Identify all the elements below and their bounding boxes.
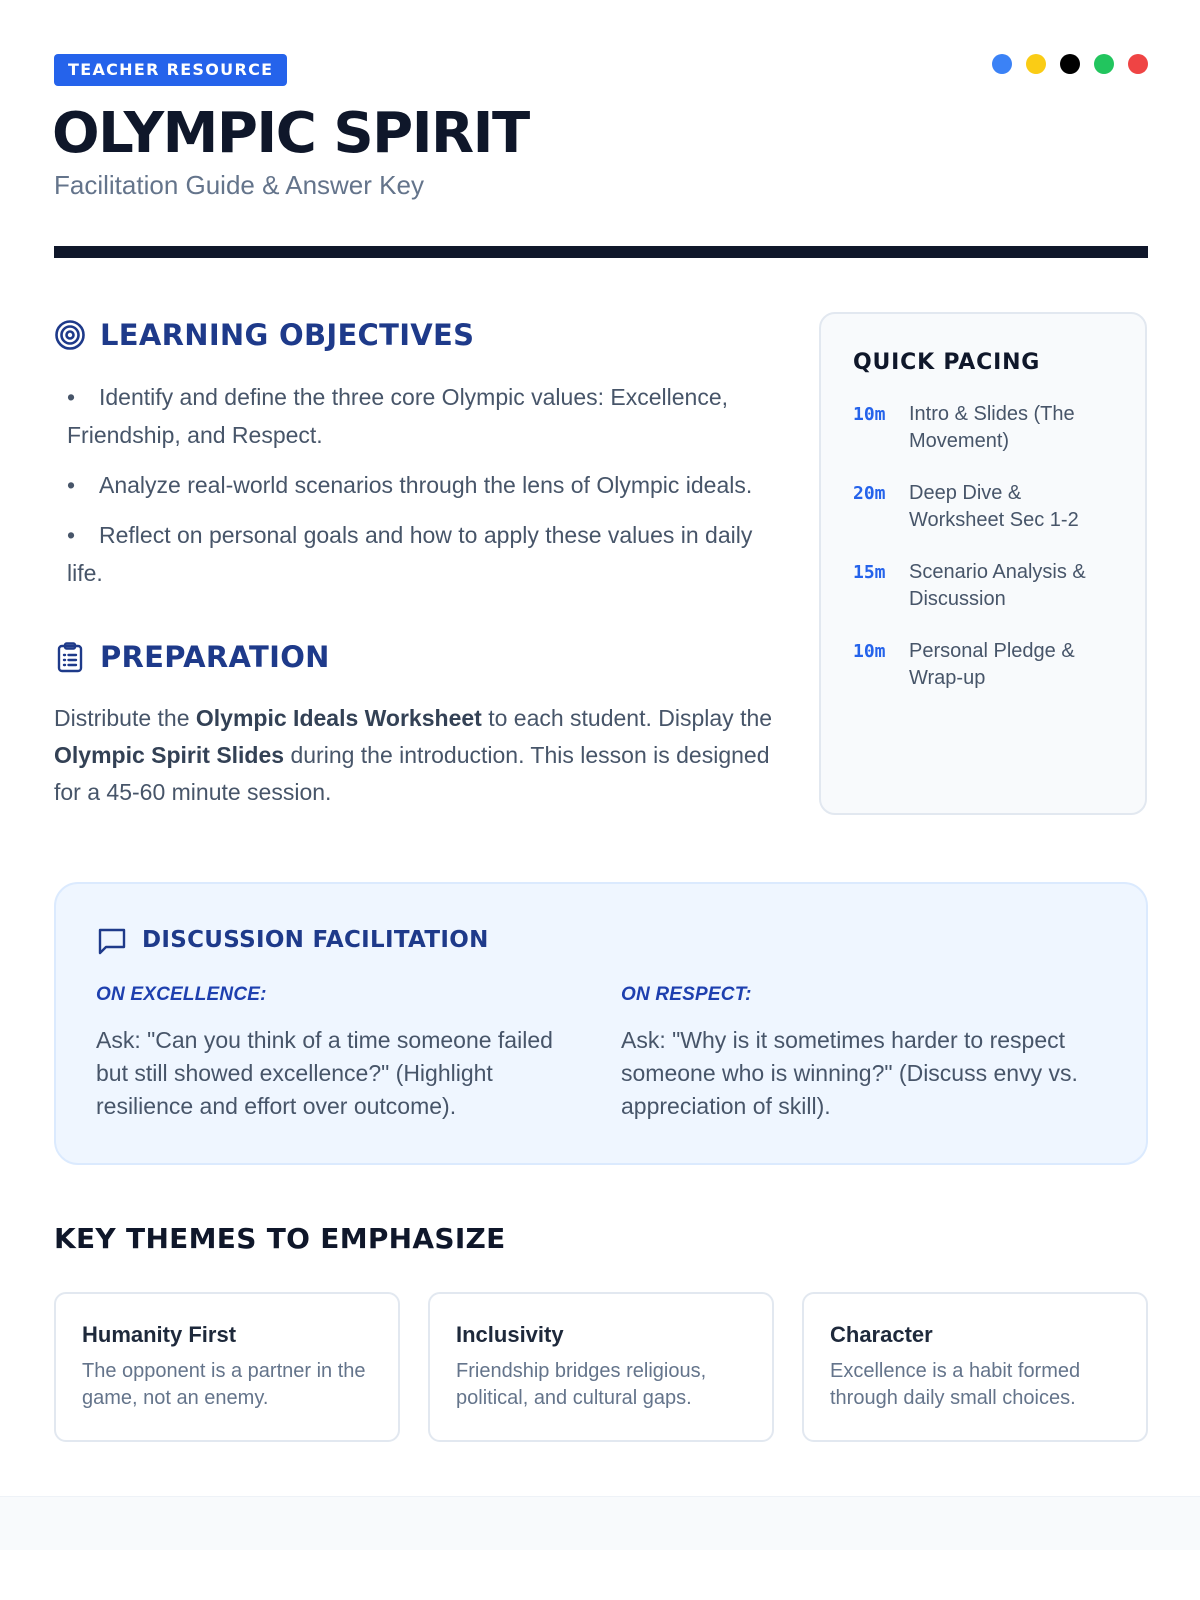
discussion-facilitation-box: [54, 882, 1148, 1165]
teacher-resource-badge: TEACHER RESOURCE: [54, 54, 287, 86]
page-subtitle: Facilitation Guide & Answer Key: [54, 170, 424, 200]
excellence-column: [96, 984, 576, 1123]
pacing-time: 10m: [853, 641, 886, 662]
prep-text-part: Distribute the: [54, 705, 196, 731]
discussion-heading-text: DISCUSSION FACILITATION: [142, 927, 489, 953]
quick-pacing-card: [819, 312, 1147, 815]
chat-bubble-icon: [96, 924, 128, 956]
ring-dot-green: [1094, 54, 1114, 74]
page-title: OLYMPIC SPIRIT: [52, 101, 529, 166]
ring-dot-blue: [992, 54, 1012, 74]
list-item: [54, 466, 774, 504]
objective-text: Analyze real-world scenarios through the lens of Olympic ideals.: [99, 472, 753, 498]
prep-text-part: during the introduction. This lesson is designed for a 45-60 minute session.: [54, 742, 770, 805]
pacing-row: [853, 401, 1113, 455]
theme-card: [428, 1292, 774, 1442]
preparation-heading: [54, 640, 330, 674]
respect-prompt: Ask: "Why is it sometimes harder to respect someone who is winning?" (Discuss envy vs. appreciation of skill).: [621, 1027, 1078, 1119]
pacing-title: QUICK PACING: [853, 350, 1041, 375]
theme-name: Humanity First: [82, 1322, 237, 1347]
prep-text-part: to each student. Display the: [481, 705, 773, 731]
objective-text: Reflect on personal goals and how to apply these values in daily life.: [67, 522, 753, 586]
objectives-heading-text: LEARNING OBJECTIVES: [100, 318, 475, 352]
pacing-row: [853, 559, 1113, 613]
objectives-list: [54, 378, 774, 604]
bullet: •: [67, 384, 76, 410]
respect-column: [621, 984, 1101, 1123]
theme-card: [802, 1292, 1148, 1442]
pacing-label: Deep Dive & Worksheet Sec 1-2: [909, 482, 1079, 531]
clipboard-icon: [54, 641, 86, 673]
ring-dot-yellow: [1026, 54, 1046, 74]
preparation-heading-text: PREPARATION: [100, 640, 330, 674]
list-item: [54, 378, 774, 454]
olympic-rings-dots: [992, 54, 1148, 74]
pacing-label: Intro & Slides (The Movement): [909, 403, 1075, 452]
slides-name: Olympic Spirit Slides: [54, 742, 285, 768]
pacing-time: 20m: [853, 483, 886, 504]
pacing-time: 10m: [853, 404, 886, 425]
key-themes-heading: KEY THEMES TO EMPHASIZE: [54, 1222, 506, 1255]
theme-description: The opponent is a partner in the game, not an enemy.: [82, 1360, 366, 1409]
pacing-row: [853, 638, 1113, 692]
theme-card: [54, 1292, 400, 1442]
excellence-label: ON EXCELLENCE:: [96, 984, 267, 1005]
pacing-label: Scenario Analysis & Discussion: [909, 561, 1086, 610]
bullet: •: [67, 522, 76, 548]
theme-name: Inclusivity: [456, 1322, 564, 1347]
theme-description: Excellence is a habit formed through daily small choices.: [830, 1360, 1081, 1409]
bullet: •: [67, 472, 76, 498]
objective-text: Identify and define the three core Olympic values: Excellence, Friendship, and Respect.: [67, 384, 729, 448]
footer-band: [0, 1496, 1200, 1550]
excellence-prompt: Ask: "Can you think of a time someone failed but still showed excellence?" (Highlight resilience and effort over outcome).: [96, 1027, 553, 1119]
discussion-heading: [96, 924, 489, 956]
theme-description: Friendship bridges religious, political, and cultural gaps.: [456, 1360, 707, 1409]
respect-label: ON RESPECT:: [621, 984, 752, 1005]
target-icon: [54, 319, 86, 351]
ring-dot-black: [1060, 54, 1080, 74]
objectives-heading: [54, 318, 474, 352]
worksheet-name: Olympic Ideals Worksheet: [195, 705, 482, 731]
pacing-time: 15m: [853, 562, 886, 583]
ring-dot-red: [1128, 54, 1148, 74]
title-divider: [54, 246, 1148, 258]
pacing-row: [853, 480, 1113, 534]
preparation-text: [54, 700, 784, 811]
pacing-label: Personal Pledge & Wrap-up: [909, 640, 1075, 689]
theme-name: Character: [830, 1322, 933, 1347]
list-item: [54, 516, 774, 592]
